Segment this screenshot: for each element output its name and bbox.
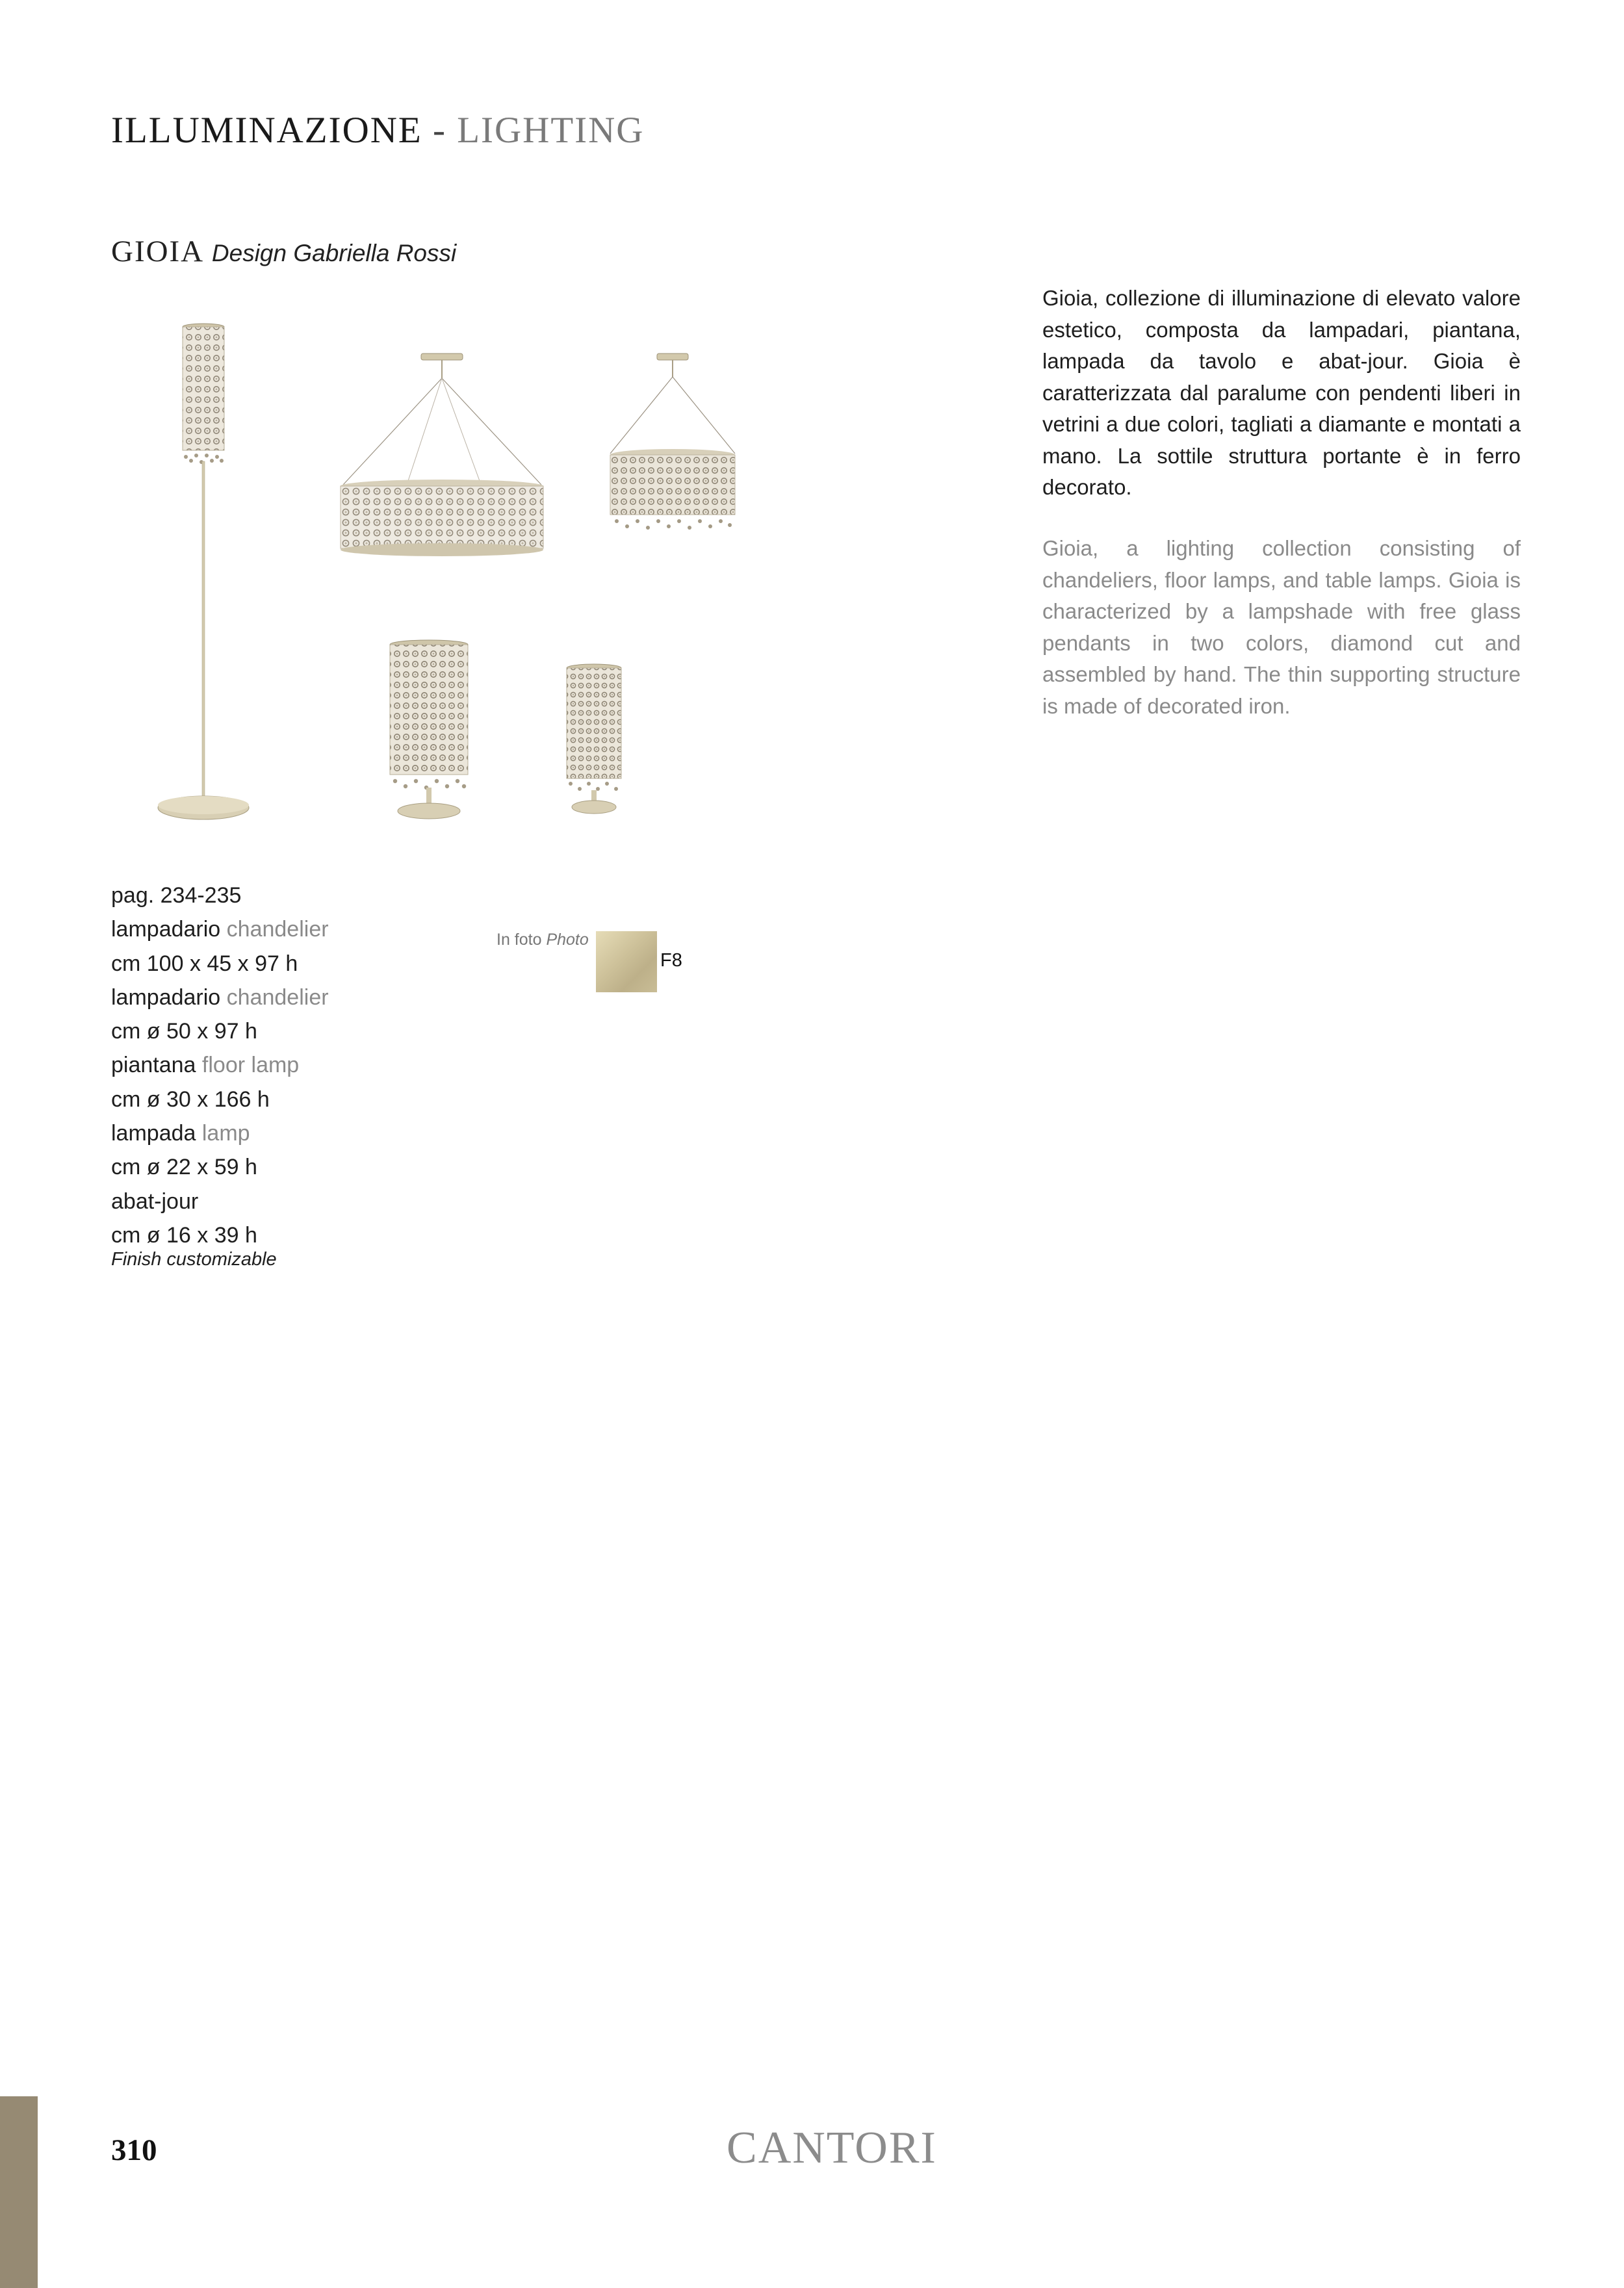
finish-note: Finish customizable [111, 1249, 277, 1270]
finish-code: F8 [660, 950, 682, 971]
spec-item-size: cm ø 16 x 39 h [111, 1222, 257, 1248]
product-image-round-chandelier [601, 351, 744, 546]
product-image-floor-lamp [148, 322, 259, 835]
product-name: GIOIA [111, 235, 205, 268]
section-title-separator: - [432, 110, 446, 151]
section-title [111, 109, 644, 151]
spec-item-name [111, 981, 329, 1014]
spec-item-size: cm ø 22 x 59 h [111, 1155, 257, 1180]
product-specs [111, 879, 329, 1270]
spec-item-size: cm ø 50 x 97 h [111, 1019, 257, 1044]
spec-item-name-en: floor lamp [201, 1053, 300, 1078]
side-color-bar [0, 2096, 38, 2288]
finish-label-en: Photo [546, 931, 589, 949]
product-image-table-lamp [383, 638, 474, 827]
product-image-abat-jour [561, 663, 626, 819]
product-designer: Design Gabriella Rossi [211, 240, 457, 266]
brand-logo: CANTORI [727, 2123, 937, 2173]
description-italian: Gioia, collezione di illuminazione di elevato valore estetico, composta da lampadari, piantana, lampada da tavolo e abat-jour. Gioia è caratterizzata dal paralume con pendenti liberi in vetrini a due colori, tagliati a diamante e montati a mano. La sottile struttura portante è in ferro decorato. [1042, 286, 1521, 499]
finish-label [496, 931, 589, 949]
spec-item-name [111, 1185, 329, 1218]
finish-swatch [596, 931, 657, 992]
spec-item-name-it: lampadario [111, 917, 221, 942]
spec-item-name-it: lampada [111, 1121, 196, 1146]
spec-item-name-en: lamp [201, 1121, 250, 1146]
spec-item-size: cm 100 x 45 x 97 h [111, 951, 298, 976]
section-title-italian: ILLUMINAZIONE [111, 110, 422, 151]
spec-item-name [111, 1048, 329, 1082]
spec-item-size: cm ø 30 x 166 h [111, 1086, 270, 1112]
section-title-english: LIGHTING [457, 110, 645, 151]
finish-label-it: In foto [496, 931, 542, 949]
product-title [111, 234, 456, 269]
description-english: Gioia, a lighting collection consisting of chandeliers, floor lamps, and table lamps. Gioia is characterized by a lampshade with free glass pendants in two colors, diamond cut and assembled by hand. The thin supporting structure is made of decorated iron. [1042, 536, 1521, 718]
spec-item-name-it: abat-jour [111, 1189, 199, 1214]
product-image-oval-chandelier [330, 351, 554, 565]
spec-item-name-en: chandelier [226, 984, 329, 1010]
page-number: 310 [111, 2133, 157, 2167]
spec-item-name [111, 912, 329, 946]
spec-item-name [111, 1116, 329, 1150]
spec-item-name-en: chandelier [226, 917, 329, 942]
spec-pages: pag. 234-235 [111, 883, 242, 908]
spec-item-name-it: piantana [111, 1053, 196, 1078]
spec-item-name-it: lampadario [111, 984, 221, 1010]
